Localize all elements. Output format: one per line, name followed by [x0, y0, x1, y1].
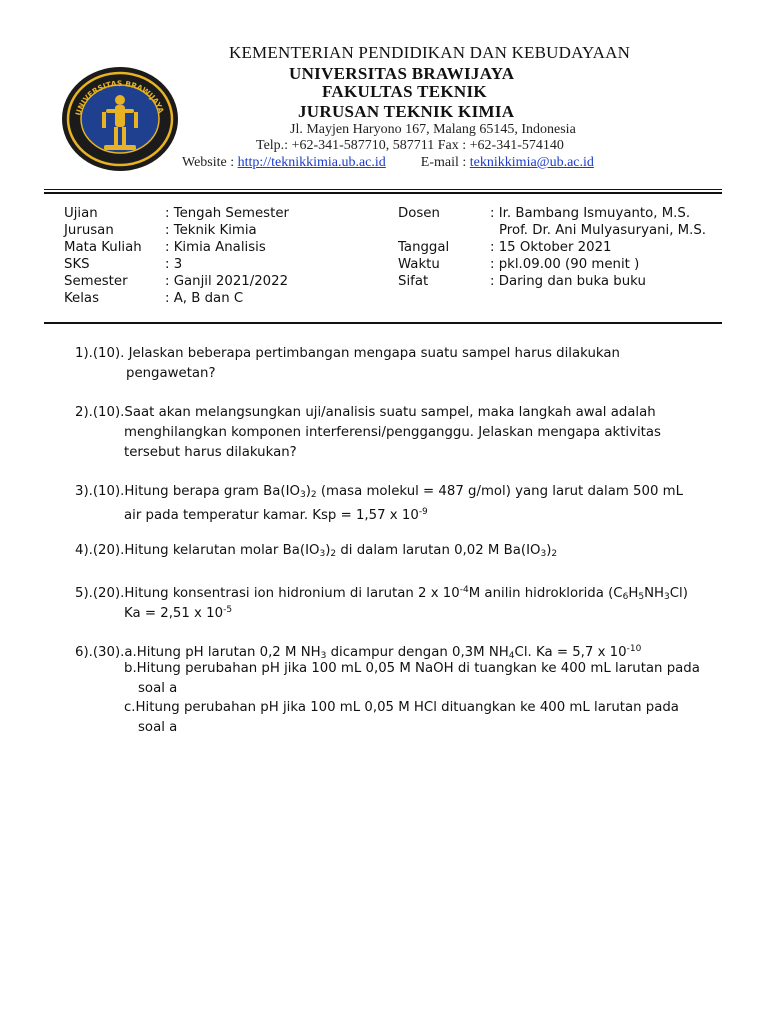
question-3: 3).(10).Hitung berapa gram $Ba(IO_3)_2$ (masa molekul = 487 g/mol) yang larut dalam 500 mL: [75, 484, 684, 500]
university-title: UNIVERSITAS BRAWIJAYA: [289, 64, 515, 83]
question-6b-cont: soal a: [138, 681, 178, 696]
contact-line: [182, 155, 594, 171]
question-6c-cont: soal a: [138, 720, 178, 735]
info-value: : 15 Oktober 2021: [490, 240, 612, 255]
info-value: : Ganjil 2021/2022: [165, 274, 289, 289]
info-value: : Tengah Semester: [165, 206, 289, 221]
info-value: : Daring dan buka buku: [490, 274, 646, 289]
email-label: E-mail :: [420, 155, 470, 170]
info-value: : pkl.09.00 (90 menit ): [490, 257, 640, 272]
info-value: Prof. Dr. Ani Mulyasuryani, M.S.: [499, 223, 707, 238]
question-1-cont: pengawetan?: [126, 366, 216, 381]
email-link[interactable]: teknikkimia@ub.ac.id: [469, 155, 594, 170]
header-divider-thin: [44, 189, 722, 190]
info-label: Sifat: [398, 274, 429, 289]
ministry-title: KEMENTERIAN PENDIDIKAN DAN KEBUDAYAAN: [229, 43, 631, 62]
info-label: Jurusan: [64, 223, 114, 238]
question-4: 4).(20).Hitung kelarutan molar $Ba(IO_3)_2$ di dalam larutan 0,02 M $Ba(IO_3)_2$: [75, 543, 558, 559]
header-divider-thick: [44, 192, 722, 194]
info-divider: [44, 322, 722, 324]
info-value: : 3: [165, 257, 183, 272]
info-value: : Teknik Kimia: [165, 223, 257, 238]
question-6a: 6).(30).a.Hitung pH larutan 0,2 M $NH_3$ dicampur dengan 0,3M $NH_4Cl$. Ka = 5,7 x $10^{-10}$: [75, 644, 642, 661]
university-logo: [60, 66, 180, 172]
info-label: SKS: [64, 257, 90, 272]
question-2: 2).(10).Saat akan melangsungkan uji/analisis suatu sampel, maka langkah awal adalah: [75, 405, 656, 420]
question-6b: b.Hitung perubahan pH jika 100 mL 0,05 M NaOH di tuangkan ke 400 mL larutan pada: [124, 661, 700, 676]
question-5: 5).(20).Hitung konsentrasi ion hidronium di larutan 2 x $10^{-4}M$ anilin hidroklorida $(C_6H_5NH_3Cl)$: [75, 585, 688, 602]
question-1: 1).(10). Jelaskan beberapa pertimbangan mengapa suatu sampel harus dilakukan: [75, 346, 620, 361]
info-label: Kelas: [64, 291, 100, 306]
info-label: Waktu: [398, 257, 440, 272]
question-3-cont: air pada temperatur kamar. Ksp = 1,57 x $10^{-9}$: [124, 507, 428, 523]
address: Jl. Mayjen Haryono 167, Malang 65145, Indonesia: [290, 122, 576, 137]
info-value: : Kimia Analisis: [165, 240, 266, 255]
info-label: Semester: [64, 274, 128, 289]
info-label: Tanggal: [398, 240, 450, 255]
department-title: JURUSAN TEKNIK KIMIA: [298, 102, 515, 121]
faculty-title: FAKULTAS TEKNIK: [322, 82, 487, 101]
website-label: Website :: [182, 155, 238, 170]
info-label: Dosen: [398, 206, 440, 221]
question-2-cont: menghilangkan komponen interferensi/pengganggu. Jelaskan mengapa aktivitas: [124, 425, 661, 440]
question-5-cont: Ka = 2,51 x $10^{-5}$: [124, 605, 233, 621]
website-link[interactable]: http://teknikkimia.ub.ac.id: [237, 155, 386, 170]
phone-fax: Telp.: +62-341-587710, 587711 Fax : +62-341-574140: [256, 138, 564, 153]
question-2-cont: tersebut harus dilakukan?: [124, 445, 297, 460]
info-value: : Ir. Bambang Ismuyanto, M.S.: [490, 206, 691, 221]
question-6c: c.Hitung perubahan pH jika 100 mL 0,05 M HCl dituangkan ke 400 mL larutan pada: [124, 700, 679, 715]
info-value: : A, B dan C: [165, 291, 244, 306]
svg-text:UNIVERSITAS BRAWIJAYA: UNIVERSITAS BRAWIJAYA: [73, 78, 166, 117]
info-label: Ujian: [64, 206, 98, 221]
info-label: Mata Kuliah: [64, 240, 142, 255]
